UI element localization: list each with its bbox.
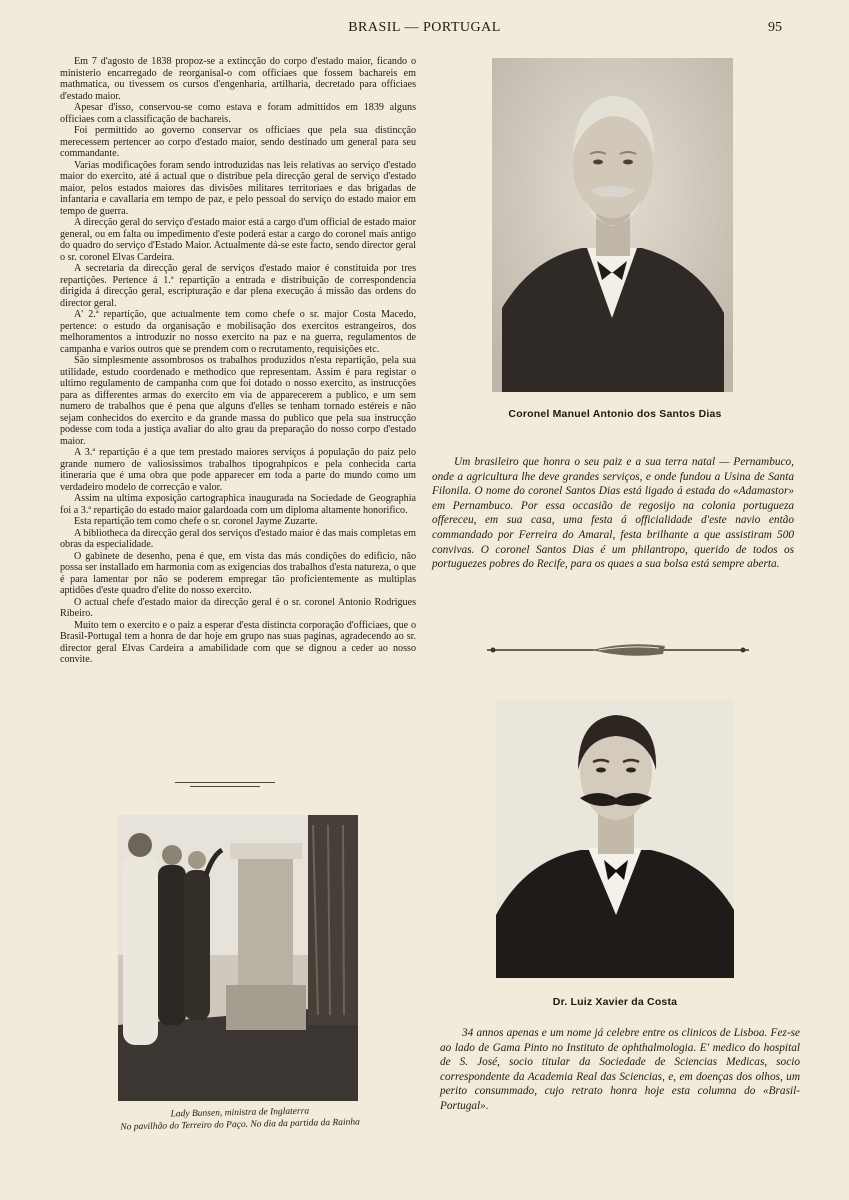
article-paragraph: Assim na ultima exposição cartographica inaugurada na Sociedade de Geographia foi a 3.ª repartição do estado maior galardoada com um diploma altamente honorifico. <box>60 493 416 516</box>
portrait-bio: 34 annos apenas e um nome já celebre entre os clinicos de Lisboa. Fez-se ao lado de Gama Pinto no Instituto de ophthalmologia. E' medico do hospital de S. José, socio titular da Sociedade de Sciencias Medicas, socio correspondente da Academia Real das Sciencias, e, em doenças dos olhos, um perito consummado, cujo retrato honra hoje esta columna do «Brasil-Portugal». <box>440 1027 800 1112</box>
article-paragraph: Apesar d'isso, conservou-se como estava e foram admittidos em 1839 alguns officiaes com a classificação de bachareis. <box>60 102 416 125</box>
page-number: 95 <box>768 20 782 35</box>
article-paragraph: Em 7 d'agosto de 1838 propoz-se a extincção do corpo d'estado maior, ficando o ministerio encarregado de reorganisal-o com officiaes que fossem bachareis em mathmatica, ou tivessem os cursos d'engenharia, artilharia, decretado para officiaes d'estado maior. <box>60 56 416 102</box>
scene-photo-terreiro-do-paco <box>118 815 358 1101</box>
article-paragraph: A bibliotheca da direcção geral dos serviços d'estado maior é das mais completas em obras da especialidade. <box>60 527 416 550</box>
portrait-caption: Dr. Luiz Xavier da Costa <box>552 996 678 1008</box>
article-paragraph: A direcção geral do serviço d'estado maior está a cargo d'um official de estado maior general, ou em falta ou impedimento d'este poderá estar a cargo do coronel mais antigo do quadro do serviço d'Estado Maior. Actualmente dá-se este facto, sendo director geral o sr. coronel Elvas Cardeira. <box>60 217 416 263</box>
scene-caption-line: No pavilhão do Terreiro do Paço. No dia da partida da Rainha <box>120 1116 360 1133</box>
page-title: BRASIL — PORTUGAL <box>348 20 501 35</box>
article-paragraph: São simplesmente assombrosos os trabalhos produzidos n'esta repartição, pela sua utilidade, estudo coordenado e methodico que representam. Assim é para registar o ultimo regulamento de campanha com que foi dotado o nosso exercito, as instrucções para as differentes armas do exercito em via de apparecerem a publico, e um sem numero de trabalhos que é pena que alguns d'elles se tenham tornado estéreis e não sejam conhecidos do exercito e da grande massa do publico que pela sua instrucção podesse com toda a justiça avaliar do alto grau da preparação do nosso corpo d'estado maior. <box>60 355 416 447</box>
article-paragraph: Esta repartição tem como chefe o sr. coronel Jayme Zuzarte. <box>74 516 318 527</box>
portrait-photo-santos-dias <box>492 58 733 392</box>
article-column <box>60 56 416 666</box>
pen-ornament-icon <box>487 640 749 660</box>
article-paragraph: O gabinete de desenho, pena é que, em vista das más condições do edificio, não possa ser installado em harmonia com as exigencias dos trabalhos d'esta natureza, o que é para lamentar por não se poderem empregar tão proficientemente as multiplas aptidões d'este quadro d'elite do nosso exercito. <box>60 550 416 596</box>
article-paragraph: A secretaria da direcção geral de serviços d'estado maior é constituida por tres repartições. Pertence á 1.ª repartição a entrada e distribuição de correspondencia dirigida á direcção geral, escripturação e dar plena execução á missão das ordens do director geral. <box>60 263 416 309</box>
article-paragraph: Foi permittido ao governo conservar os officiaes que pela sua distincção merecessem pertencer ao corpo d'estado maior, sendo destinado um general para seu commandante. <box>60 125 416 159</box>
section-divider <box>190 786 260 787</box>
article-paragraph: A' 2.ª repartição, que actualmente tem como chefe o sr. major Costa Macedo, pertence: o estudo da organisação e mobilisação dos exercitos estrangeiros, dos melhoramentos a introduzir no nosso exercito na paz e na guerra, regulamentos de campanha e varios outros que se prendem com o recrutamento, requisições etc. <box>60 309 416 355</box>
article-paragraph: O actual chefe d'estado maior da direcção geral é o sr. coronel Antonio Rodrigues Ribeiro. <box>60 596 416 619</box>
article-paragraph: Varias modificações foram sendo introduzidas nas leis relativas ao serviço d'estado maior do exercito, até á actual que o distribue pela direcção geral de serviço d'estado maior, pelos estados maiores das divisões militares territoriaes e das brigadas de infantaria e cavallaria em tempo de paz, e pelo pessoal do serviço do estado maior em tempo de guerra. <box>60 159 416 217</box>
section-divider <box>175 782 275 783</box>
portrait-bio: Um brasileiro que honra o seu paiz e a sua terra natal — Pernambuco, onde a agricultura lhe deve grandes serviços, e onde fundou a Usina de Santa Filonila. O nome do coronel Santos Dias está ligado á estada do «Adamastor» em Pernambuco. Por essa occasião de regosijo na colonia portugueza offereceu, em sua casa, uma festa á officialidade d'este navio então commandado por Ferreira do Amaral, festa brilhante a que assistiram 500 convivas. O coronel Santos Dias é um philantropo, querido de todos os portuguezes pobres do Recife, para os quaes a sua bolsa está sempre aberta. <box>432 456 794 571</box>
portrait-photo-xavier-da-costa <box>496 700 734 978</box>
article-paragraph: A 3.ª repartição é a que tem prestado maiores serviços á população do paiz pelo grande numero de valiosissimos trabalhos tipograhpicos e pela conhecida carta itineraria que é uma obra que pode apparecer em toda a parte do mundo como um verdadeiro modelo de correcção e valor. <box>60 447 416 493</box>
scene-caption-line: Lady Bunsen, ministra de Inglaterra <box>170 1106 310 1120</box>
portrait-caption: Coronel Manuel Antonio dos Santos Dias <box>508 408 722 420</box>
article-paragraph: Muito tem o exercito e o paiz a esperar d'esta distincta corporação d'officiaes, que o Brasil-Portugal tem a honra de dar hoje em grupo nas suas paginas, agradecendo ao sr. director geral Elvas Cardeira a amabilidade com que se dignou a ceder ao nosso convite. <box>60 619 416 665</box>
running-head <box>0 20 849 40</box>
scene-caption <box>70 1104 410 1134</box>
